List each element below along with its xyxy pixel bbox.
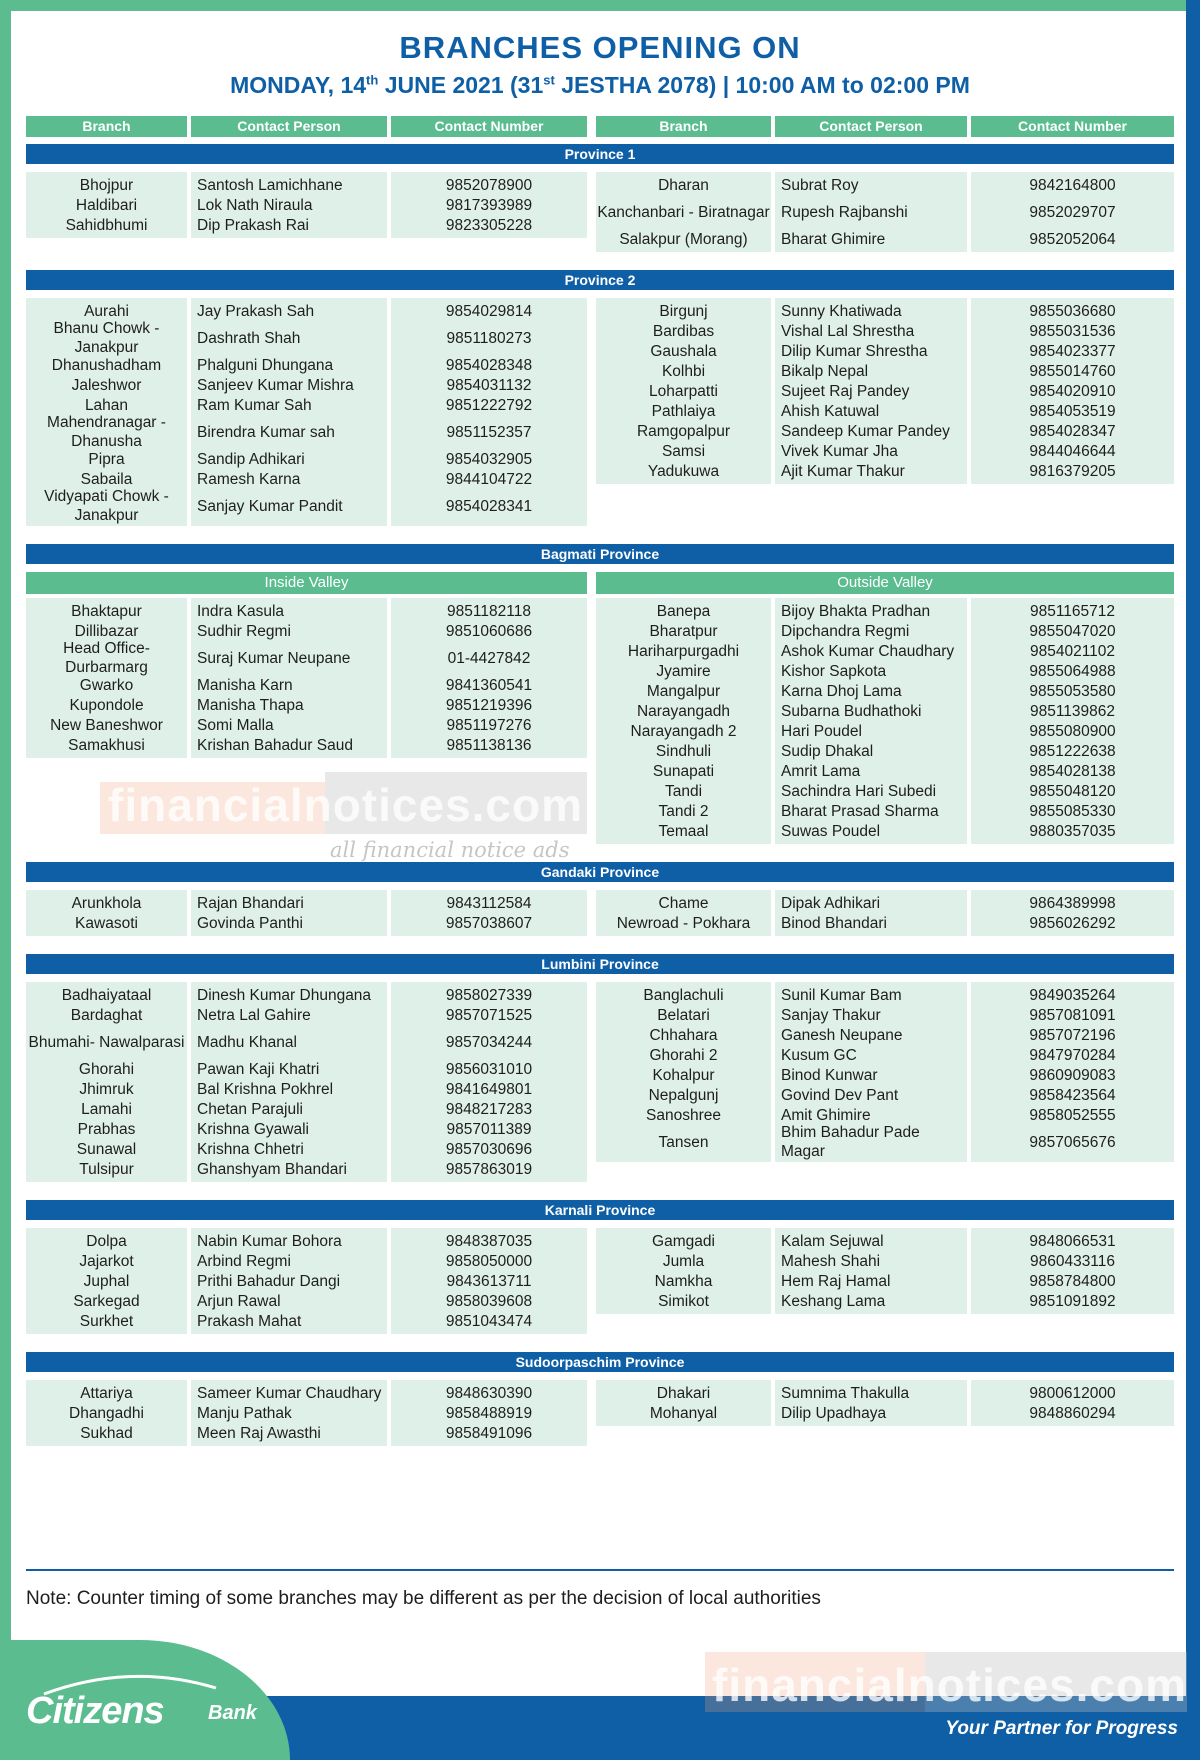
contact-number: 9851138136: [446, 736, 532, 754]
branch-name: Sanoshree: [646, 1106, 721, 1124]
province-band: Karnali Province: [26, 1200, 1174, 1220]
province-band: Lumbini Province: [26, 954, 1174, 974]
contact-person: Ashok Kumar Chaudhary: [781, 642, 955, 660]
contact-person: Kalam Sejuwal: [781, 1232, 884, 1250]
contact-number: 9855080900: [1029, 722, 1116, 740]
contact-person: Rupesh Rajbanshi: [781, 203, 908, 221]
contact-number: 9864389998: [1029, 894, 1116, 912]
notice-title: BRANCHES OPENING ON: [399, 30, 801, 65]
branch-name: Pipra: [88, 450, 125, 468]
contact-person: Kusum GC: [781, 1046, 857, 1064]
contact-person: Ahish Katuwal: [781, 402, 880, 420]
contact-number: 9857072196: [1029, 1026, 1116, 1044]
branch-name: Juphal: [83, 1272, 130, 1290]
branch-name: Tansen: [658, 1133, 709, 1151]
contact-number: 9858491096: [445, 1424, 533, 1442]
contact-person: Dipak Adhikari: [781, 894, 881, 912]
branch-name: Jumla: [662, 1252, 705, 1270]
branch-name: Sunawal: [76, 1140, 137, 1158]
branch-name: Simikot: [658, 1292, 709, 1310]
contact-person: Mahesh Shahi: [781, 1252, 881, 1270]
contact-person: Rajan Bhandari: [197, 894, 304, 912]
contact-number: 9856026292: [1029, 914, 1116, 932]
contact-person: Dip Prakash Rai: [197, 216, 309, 234]
contact-number: 9851222792: [445, 396, 533, 414]
branch-name: Jajarkot: [79, 1252, 134, 1270]
contact-number: 9854020910: [1029, 382, 1116, 400]
contact-person: Prakash Mahat: [197, 1312, 302, 1330]
contact-number: 9857011389: [446, 1120, 532, 1138]
contact-person: Sameer Kumar Chaudhary: [197, 1384, 382, 1402]
contact-person: Manisha Thapa: [197, 696, 304, 714]
province-band: Sudoorpaschim Province: [26, 1352, 1174, 1372]
contact-person: Pawan Kaji Khatri: [197, 1060, 320, 1078]
contact-number: 9857030696: [445, 1140, 533, 1158]
province-band: Gandaki Province: [26, 862, 1174, 882]
branch-name: Surkhet: [79, 1312, 134, 1330]
contact-number: 9852052064: [1029, 230, 1116, 248]
contact-number: 9843112584: [446, 894, 532, 912]
contact-person: Manju Pathak: [197, 1404, 292, 1422]
branch-name: Bharatpur: [649, 622, 718, 640]
province-band: Province 1: [26, 144, 1174, 164]
branch-name: Mahendranagar - Dhanusha: [47, 414, 166, 450]
contact-person: Suwas Poudel: [781, 822, 881, 840]
branch-name: Tandi 2: [658, 802, 709, 820]
contact-person: Ghanshyam Bhandari: [197, 1160, 347, 1178]
branch-name: Yadukuwa: [647, 462, 720, 480]
contact-person: Kishor Sapkota: [781, 662, 887, 680]
contact-number: 9854031132: [446, 376, 532, 394]
contact-person: Dashrath Shah: [197, 329, 301, 347]
notice-date-time: MONDAY, 14th JUNE 2021 (31st JESTHA 2078) | 10:00 AM to 02:00 PM: [230, 72, 970, 98]
province-band: Bagmati Province: [26, 544, 1174, 564]
contact-number: 9800612000: [1029, 1384, 1116, 1402]
contact-number: 9841360541: [445, 676, 533, 694]
contact-number: 9858039608: [445, 1292, 533, 1310]
watermark-subtext: all financial notice ads: [330, 838, 570, 862]
contact-number: 9855047020: [1029, 622, 1116, 640]
contact-person: Meen Raj Awasthi: [197, 1424, 321, 1442]
branch-name: Gaushala: [650, 342, 717, 360]
branch-name: Belatari: [657, 1006, 710, 1024]
branch-name: Sukhad: [80, 1424, 133, 1442]
contact-person: Santosh Lamichhane: [197, 176, 343, 194]
branch-name: Sindhuli: [655, 742, 712, 760]
branch-name: Lahan: [84, 396, 129, 414]
contact-person: Subarna Budhathoki: [781, 702, 922, 720]
branch-name: Bardibas: [652, 322, 715, 340]
contact-number: 9854028347: [1029, 422, 1116, 440]
contact-number: 9816379205: [1029, 462, 1116, 480]
contact-person: Chetan Parajuli: [197, 1100, 303, 1118]
contact-number: 9851197276: [446, 716, 532, 734]
branch-name: Attariya: [80, 1384, 133, 1402]
branch-name: Jaleshwor: [71, 376, 142, 394]
contact-person: Birendra Kumar sah: [197, 423, 335, 441]
branch-name: Bhanu Chowk - Janakpur: [53, 320, 160, 356]
contact-number: 9858488919: [445, 1404, 533, 1422]
branch-name: Gamgadi: [652, 1232, 715, 1250]
branch-name: Dhangadhi: [69, 1404, 144, 1422]
contact-person: Nabin Kumar Bohora: [197, 1232, 342, 1250]
branch-name: Sahidbhumi: [65, 216, 148, 234]
contact-number: 9843613711: [446, 1272, 532, 1290]
branch-name: Gwarko: [79, 676, 134, 694]
contact-person: Dipchandra Regmi: [781, 622, 910, 640]
branch-name: Bhumahi- Nawalparasi: [28, 1033, 185, 1051]
contact-number: 9849035264: [1029, 986, 1116, 1004]
contact-number: 9848387035: [445, 1232, 533, 1250]
contact-person: Keshang Lama: [781, 1292, 886, 1310]
contact-person: Prithi Bahadur Dangi: [197, 1272, 341, 1290]
contact-number: 9855014760: [1029, 362, 1116, 380]
branch-name: Narayangadh: [636, 702, 731, 720]
contact-number: 9854028348: [445, 356, 533, 374]
contact-number: 9857034244: [445, 1033, 533, 1051]
note-divider: [26, 1569, 1174, 1571]
contact-number: 9852029707: [1029, 203, 1116, 221]
branch-name: Dolpa: [86, 1232, 127, 1250]
branch-name: Chhahara: [649, 1026, 718, 1044]
branch-name: Chame: [658, 894, 709, 912]
contact-number: 9854029814: [445, 302, 533, 320]
contact-number: 9844046644: [1029, 442, 1116, 460]
contact-number: 9854028138: [1029, 762, 1116, 780]
contact-number: 9844104722: [445, 470, 533, 488]
contact-person: Vivek Kumar Jha: [781, 442, 898, 460]
contact-number: 9860433116: [1029, 1252, 1116, 1270]
contact-person: Krishna Chhetri: [197, 1140, 304, 1158]
contact-person: Bhim Bahadur Pade Magar: [781, 1124, 920, 1160]
branch-name: Samsi: [661, 442, 706, 460]
column-header: Branch: [26, 116, 187, 137]
province-band: Province 2: [26, 270, 1174, 290]
branch-name: Hariharpurgadhi: [627, 642, 740, 660]
branch-name: Kolhbi: [661, 362, 706, 380]
contact-person: Netra Lal Gahire: [197, 1006, 311, 1024]
contact-person: Lok Nath Niraula: [197, 196, 313, 214]
contact-person: Ajit Kumar Thakur: [781, 462, 905, 480]
contact-person: Sandip Adhikari: [197, 450, 305, 468]
contact-number: 9854032905: [445, 450, 533, 468]
contact-person: Sumnima Thakulla: [781, 1384, 910, 1402]
contact-number: 9858027339: [445, 986, 533, 1004]
column-header: Contact Person: [775, 116, 967, 137]
branch-name: Lamahi: [81, 1100, 132, 1118]
contact-number: 9854028341: [445, 497, 533, 515]
top-border: [0, 0, 1200, 11]
branch-name: Ghorahi: [78, 1060, 135, 1078]
watermark-text: financialnotices.com: [108, 779, 584, 831]
branch-name: New Baneshwor: [50, 716, 163, 734]
branch-name: Tulsipur: [79, 1160, 134, 1178]
branch-name: Kanchanbari - Biratnagar: [597, 203, 770, 221]
contact-number: 9854023377: [1029, 342, 1116, 360]
branch-name: Bhojpur: [79, 176, 134, 194]
contact-number: 9851091892: [1029, 1292, 1116, 1310]
branch-name: Ghorahi 2: [649, 1046, 718, 1064]
contact-number: 9860909083: [1029, 1066, 1116, 1084]
contact-number: 01-4427842: [447, 649, 531, 667]
branch-name: Head Office- Durbarmarg: [63, 640, 150, 676]
contact-number: 9855036680: [1029, 302, 1116, 320]
branch-name: Salakpur (Morang): [619, 230, 748, 248]
branch-name: Birgunj: [659, 302, 708, 320]
contact-person: Dilip Kumar Shrestha: [781, 342, 928, 360]
branch-name: Dhanushadham: [51, 356, 162, 374]
contact-person: Bijoy Bhakta Pradhan: [781, 602, 931, 620]
contact-person: Arbind Regmi: [197, 1252, 291, 1270]
contact-number: 9855031536: [1029, 322, 1116, 340]
contact-number: 9858052555: [1029, 1106, 1116, 1124]
contact-number: 9855085330: [1029, 802, 1116, 820]
contact-person: Indra Kasula: [197, 602, 285, 620]
contact-person: Madhu Khanal: [197, 1033, 297, 1051]
branch-name: Badhaiyataal: [61, 986, 152, 1004]
sub-band-outside-valley: Outside Valley: [596, 572, 1174, 594]
branch-name: Arunkhola: [71, 894, 142, 912]
branch-name: Vidyapati Chowk - Janakpur: [44, 488, 169, 524]
contact-person: Sanjay Thakur: [781, 1006, 881, 1024]
contact-person: Arjun Rawal: [197, 1292, 281, 1310]
contact-person: Govind Dev Pant: [781, 1086, 899, 1104]
contact-person: Sanjeev Kumar Mishra: [197, 376, 354, 394]
contact-person: Sunil Kumar Bam: [781, 986, 902, 1004]
contact-number: 9857071525: [445, 1006, 533, 1024]
contact-number: 9858784800: [1029, 1272, 1116, 1290]
contact-person: Manisha Karn: [197, 676, 293, 694]
column-header: Contact Number: [971, 116, 1174, 137]
contact-person: Jay Prakash Sah: [197, 302, 315, 320]
branch-name: Prabhas: [77, 1120, 136, 1138]
column-header: Contact Person: [191, 116, 387, 137]
contact-number: 9855048120: [1029, 782, 1116, 800]
contact-number: 9851139862: [1029, 702, 1116, 720]
branch-name: Banglachuli: [643, 986, 724, 1004]
right-border: [1186, 0, 1200, 1760]
branch-name: Kohalpur: [652, 1066, 715, 1084]
contact-person: Sudhir Regmi: [197, 622, 291, 640]
contact-person: Suraj Kumar Neupane: [197, 649, 351, 667]
contact-number: 9848860294: [1029, 1404, 1116, 1422]
branch-name: Bhaktapur: [71, 602, 142, 620]
branch-name: Tandi: [664, 782, 703, 800]
contact-number: 9857038607: [445, 914, 533, 932]
contact-number: 9858050000: [445, 1252, 533, 1270]
contact-person: Sudip Dhakal: [781, 742, 874, 760]
contact-number: 9856031010: [445, 1060, 533, 1078]
contact-person: Bikalp Nepal: [781, 362, 869, 380]
branch-name: Namkha: [654, 1272, 713, 1290]
branch-name: Loharpatti: [649, 382, 718, 400]
contact-person: Dinesh Kumar Dhungana: [197, 986, 372, 1004]
branch-name: Kupondole: [69, 696, 144, 714]
contact-number: 9851182118: [447, 602, 531, 620]
branch-name: Haldibari: [75, 196, 138, 214]
branch-name: Banepa: [656, 602, 711, 620]
column-header: Branch: [596, 116, 771, 137]
contact-person: Subrat Roy: [781, 176, 859, 194]
contact-number: 9851043474: [445, 1312, 533, 1330]
branch-name: Sarkegad: [73, 1292, 140, 1310]
contact-number: 9855053580: [1029, 682, 1116, 700]
contact-person: Sunny Khatiwada: [781, 302, 902, 320]
contact-person: Somi Malla: [197, 716, 274, 734]
contact-number: 9823305228: [445, 216, 533, 234]
branch-name: Jhimruk: [79, 1080, 134, 1098]
contact-person: Amit Ghimire: [781, 1106, 871, 1124]
contact-number: 9851180273: [446, 329, 532, 347]
contact-number: 9852078900: [445, 176, 533, 194]
note-text: Note: Counter timing of some branches may be different as per the decision of local authorities: [26, 1588, 821, 1609]
branch-name: Nepalgunj: [648, 1086, 719, 1104]
contact-person: Sachindra Hari Subedi: [781, 782, 937, 800]
branch-name: Samakhusi: [68, 736, 145, 754]
contact-number: 9848217283: [445, 1100, 533, 1118]
contact-person: Ganesh Neupane: [781, 1026, 903, 1044]
contact-number: 9842164800: [1029, 176, 1116, 194]
branch-name: Dhakari: [656, 1384, 711, 1402]
contact-number: 9851165712: [1029, 602, 1116, 620]
contact-number: 9857081091: [1029, 1006, 1116, 1024]
left-border: [0, 0, 11, 1640]
branch-name: Sunapati: [652, 762, 715, 780]
contact-number: 9858423564: [1029, 1086, 1116, 1104]
contact-person: Hem Raj Hamal: [781, 1272, 891, 1290]
contact-person: Phalguni Dhungana: [197, 356, 334, 374]
contact-number: 9851222638: [1029, 742, 1116, 760]
bank-logo-text: Citizens: [26, 1690, 164, 1732]
contact-number: 9841649801: [445, 1080, 533, 1098]
contact-person: Binod Bhandari: [781, 914, 887, 932]
contact-number: 9851060686: [445, 622, 533, 640]
branch-name: Dharan: [658, 176, 709, 194]
branch-name: Newroad - Pokhara: [616, 914, 751, 932]
contact-person: Sanjay Kumar Pandit: [197, 497, 343, 515]
branch-name: Sabaila: [80, 470, 133, 488]
branch-name: Dillibazar: [74, 622, 139, 640]
contact-person: Sandeep Kumar Pandey: [781, 422, 950, 440]
contact-number: 9848066531: [1029, 1232, 1116, 1250]
contact-person: Ram Kumar Sah: [197, 396, 312, 414]
contact-number: 9817393989: [445, 196, 533, 214]
contact-person: Ramesh Karna: [197, 470, 301, 488]
branch-name: Ramgopalpur: [636, 422, 731, 440]
branch-name: Jyamire: [656, 662, 711, 680]
contact-number: 9857863019: [445, 1160, 533, 1178]
watermark-text: financialnotices.com: [712, 1659, 1188, 1711]
branch-name: Narayangadh 2: [630, 722, 737, 740]
branch-name: Bardaghat: [70, 1006, 143, 1024]
contact-person: Karna Dhoj Lama: [781, 682, 902, 700]
branch-name: Mohanyal: [649, 1404, 718, 1422]
contact-number: 9857065676: [1029, 1133, 1116, 1151]
bank-logo-subtext: Bank: [208, 1702, 257, 1724]
contact-person: Krishan Bahadur Saud: [197, 736, 353, 754]
contact-person: Amrit Lama: [781, 762, 861, 780]
contact-person: Krishna Gyawali: [197, 1120, 309, 1138]
contact-number: 9854053519: [1029, 402, 1116, 420]
contact-person: Hari Poudel: [781, 722, 862, 740]
contact-number: 9854021102: [1029, 642, 1116, 660]
branch-name: Temaal: [658, 822, 709, 840]
footer-tagline: Your Partner for Progress: [945, 1718, 1178, 1739]
contact-number: 9855064988: [1029, 662, 1116, 680]
branch-name: Aurahi: [84, 302, 129, 320]
contact-number: 9848630390: [445, 1384, 533, 1402]
contact-person: Bal Krishna Pokhrel: [197, 1080, 334, 1098]
contact-person: Bharat Prasad Sharma: [781, 802, 939, 820]
contact-person: Bharat Ghimire: [781, 230, 886, 248]
contact-number: 9851152357: [446, 423, 532, 441]
sub-band-inside-valley: Inside Valley: [26, 572, 587, 594]
branch-name: Pathlaiya: [651, 402, 716, 420]
branch-name: Mangalpur: [646, 682, 721, 700]
contact-number: 9847970284: [1029, 1046, 1116, 1064]
contact-person: Sujeet Raj Pandey: [781, 382, 910, 400]
contact-person: Dilip Upadhaya: [781, 1404, 887, 1422]
column-header: Contact Number: [391, 116, 587, 137]
contact-person: Govinda Panthi: [197, 914, 303, 932]
contact-number: 9851219396: [445, 696, 533, 714]
contact-person: Vishal Lal Shrestha: [781, 322, 915, 340]
branch-name: Kawasoti: [75, 914, 138, 932]
contact-person: Binod Kunwar: [781, 1066, 878, 1084]
contact-number: 9880357035: [1029, 822, 1116, 840]
